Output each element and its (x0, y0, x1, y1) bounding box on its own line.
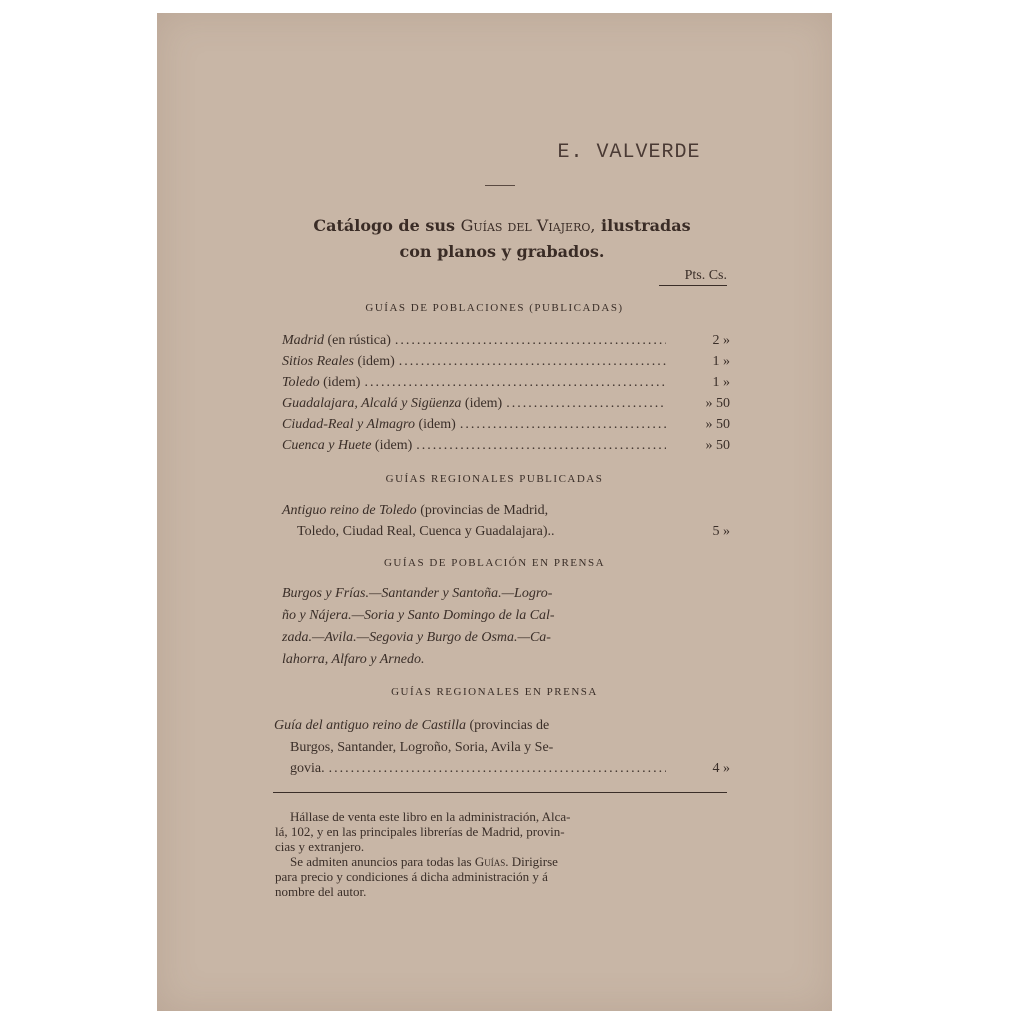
item-price: 2 » (712, 333, 730, 348)
list-item (282, 373, 730, 393)
item-price: 1 » (712, 354, 730, 369)
item-title: Toledo (282, 375, 320, 390)
item-title: Ciudad-Real y Almagro (282, 417, 415, 432)
press-list-line (282, 649, 424, 670)
item-note: (idem) (464, 396, 503, 411)
press-text: Burgos y Frías.—Santander y Santoña.—Logro- (282, 586, 553, 601)
list-item (282, 352, 730, 372)
leader-dots (364, 373, 666, 393)
footer-line: para precio y condiciones á dicha administración y á (275, 869, 548, 884)
press-text: zada.—Avila.—Segovia y Burgo de Osma.—Ca- (282, 630, 551, 645)
item-price: 5 » (712, 524, 730, 539)
item-note: (idem) (323, 375, 361, 390)
section-heading-poblacion-prensa: GUÍAS DE POBLACIÓN EN PRENSA (383, 557, 606, 569)
item-price: 1 » (712, 375, 730, 390)
press-text: lahorra, Alfaro y Arnedo. (282, 652, 425, 667)
press-list-line (282, 605, 555, 626)
regional-note: (provincias de Madrid, (420, 503, 549, 518)
catalog-title-line1 (257, 216, 747, 235)
castilla-entry-line3 (290, 759, 730, 779)
item-title: Sitios Reales (282, 354, 354, 369)
leader-dots (329, 759, 666, 779)
regional-provinces: Toledo, Ciudad Real, Cuenca y Guadalajara).. (297, 524, 555, 539)
section-heading-poblaciones: GUÍAS DE POBLACIONES (PUBLICADAS) (365, 302, 624, 314)
footer-line: Hállase de venta este libro en la administración, Alca- (290, 809, 571, 824)
castilla-last: govia. (290, 761, 325, 776)
castilla-note: (provincias de (469, 718, 550, 733)
press-list-line (282, 583, 552, 604)
item-note: (idem) (357, 354, 395, 369)
price-header-underline (659, 285, 727, 286)
catalog-page (157, 13, 832, 1011)
footer-divider (273, 792, 727, 793)
press-text: ño y Nájera.—Soria y Santo Domingo de la Cal- (282, 608, 555, 623)
section-heading-regionales: GUÍAS REGIONALES PUBLICADAS (385, 473, 604, 485)
regional-entry-line1 (282, 500, 548, 521)
footer-line: nombre del autor. (275, 884, 367, 899)
footer-text: Se admiten anuncios para todas las (290, 854, 472, 869)
leader-dots (395, 331, 666, 351)
item-price: » 50 (705, 396, 730, 411)
price-column-header: Pts. Cs. (684, 268, 727, 283)
regional-entry-line2 (297, 522, 730, 542)
title-suffix: ilustradas (601, 216, 691, 235)
castilla-title: Guía del antiguo reino de Castilla (274, 718, 466, 733)
item-note: (idem) (418, 417, 456, 432)
item-note: (en rústica) (327, 333, 391, 348)
leader-dots (416, 436, 666, 456)
list-item (282, 415, 730, 435)
item-title: Guadalajara, Alcalá y Sigüenza (282, 396, 462, 411)
castilla-entry-line2: Burgos, Santander, Logroño, Soria, Avila y Se- (290, 740, 554, 755)
press-list-line (282, 627, 551, 648)
regional-title: Antiguo reino de Toledo (282, 503, 417, 518)
castilla-entry-line1 (274, 715, 549, 736)
footer-line: lá, 102, y en las principales librerías de Madrid, provin- (275, 824, 565, 839)
item-title: Madrid (282, 333, 324, 348)
footer-guias: Guías. (474, 854, 509, 869)
section-heading-regionales-prensa: GUÍAS REGIONALES EN PRENSA (391, 686, 598, 698)
footer-text: Dirigirse (511, 854, 558, 869)
catalog-title-line2: con planos y grabados. (399, 242, 605, 261)
title-prefix: Catálogo de sus (313, 216, 456, 235)
list-item (282, 436, 730, 456)
author-heading: E. VALVERDE (557, 141, 701, 164)
list-item (282, 331, 730, 351)
leader-dots (460, 415, 666, 435)
leader-dots (399, 352, 666, 372)
item-price: 4 » (712, 761, 730, 776)
item-note: (idem) (374, 438, 413, 453)
leader-dots (506, 394, 666, 414)
short-divider (485, 185, 515, 186)
footer-line: cias y extranjero. (275, 839, 365, 854)
item-title: Cuenca y Huete (282, 438, 372, 453)
item-price: » 50 (705, 438, 730, 453)
list-item (282, 394, 730, 414)
title-series: Guías del Viajero, (460, 216, 596, 235)
footer-line (290, 855, 558, 869)
item-price: » 50 (705, 417, 730, 432)
